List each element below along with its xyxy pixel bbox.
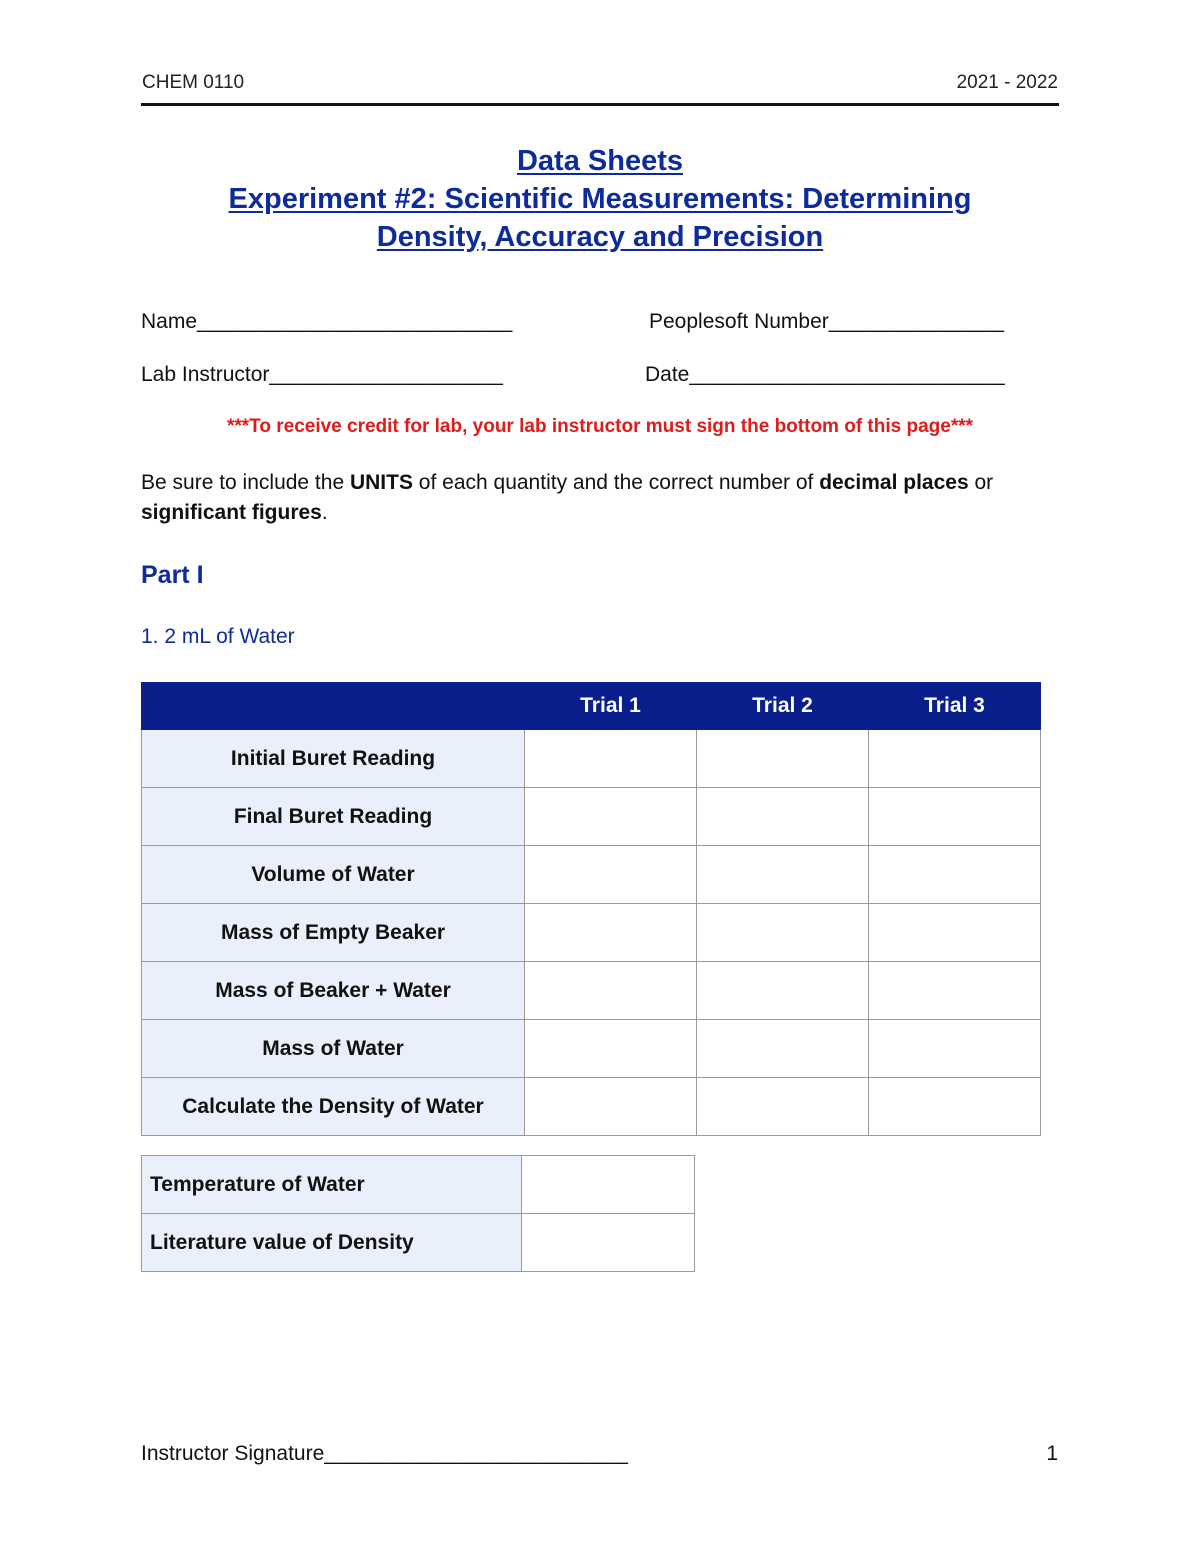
instr-bold-units: UNITS (349, 471, 413, 494)
entry-cell[interactable] (525, 730, 697, 788)
instr-text-2: of each quantity and the correct number of (412, 471, 820, 494)
table-row (142, 904, 1041, 962)
table-row (142, 730, 1041, 788)
table-row (142, 788, 1041, 846)
page-number: 1 (1046, 1442, 1058, 1465)
measurements-table (141, 682, 1041, 1136)
row-label: Calculate the Density of Water (142, 1078, 525, 1136)
entry-cell[interactable] (522, 1156, 695, 1214)
page-title (141, 142, 1059, 256)
lab-instructor-field[interactable]: Lab Instructor____________________ (141, 363, 503, 386)
entry-cell[interactable] (869, 1020, 1041, 1078)
row-label: Initial Buret Reading (142, 730, 525, 788)
entry-cell[interactable] (525, 904, 697, 962)
table-header-row (142, 683, 1041, 730)
row-label: Literature value of Density (142, 1214, 522, 1272)
header-rule (141, 103, 1059, 106)
part-heading: Part I (141, 561, 204, 589)
date-field[interactable]: Date___________________________ (645, 363, 1005, 386)
table-row (142, 846, 1041, 904)
peoplesoft-field[interactable]: Peoplesoft Number_______________ (649, 310, 1004, 333)
instr-text-4: . (321, 501, 328, 524)
row-label: Volume of Water (142, 846, 525, 904)
instructor-signature-field[interactable]: Instructor Signature__________________________ (141, 1442, 628, 1465)
instructions (141, 468, 1041, 528)
row-label: Mass of Water (142, 1020, 525, 1078)
table-row (142, 962, 1041, 1020)
entry-cell[interactable] (697, 962, 869, 1020)
credit-note: ***To receive credit for lab, your lab instructor must sign the bottom of this page*** (226, 416, 974, 437)
header-trial-2: Trial 2 (697, 683, 869, 730)
instr-text-3: or (968, 471, 994, 494)
row-label: Final Buret Reading (142, 788, 525, 846)
entry-cell[interactable] (525, 788, 697, 846)
entry-cell[interactable] (697, 730, 869, 788)
academic-year: 2021 - 2022 (956, 72, 1058, 93)
entry-cell[interactable] (525, 1078, 697, 1136)
row-label: Mass of Beaker + Water (142, 962, 525, 1020)
instr-bold-sigfigs: significant figures (141, 501, 322, 524)
table-row (142, 1078, 1041, 1136)
entry-cell[interactable] (697, 846, 869, 904)
header-cell (142, 683, 525, 730)
table-row (142, 1156, 695, 1214)
entry-cell[interactable] (522, 1214, 695, 1272)
name-field[interactable]: Name___________________________ (141, 310, 513, 333)
entry-cell[interactable] (525, 1020, 697, 1078)
entry-cell[interactable] (697, 1020, 869, 1078)
table-row (142, 1214, 695, 1272)
entry-cell[interactable] (525, 962, 697, 1020)
entry-cell[interactable] (697, 788, 869, 846)
entry-cell[interactable] (869, 904, 1041, 962)
entry-cell[interactable] (697, 1078, 869, 1136)
entry-cell[interactable] (869, 730, 1041, 788)
reference-table (141, 1155, 695, 1272)
entry-cell[interactable] (869, 1078, 1041, 1136)
entry-cell[interactable] (869, 962, 1041, 1020)
entry-cell[interactable] (525, 846, 697, 904)
row-label: Mass of Empty Beaker (142, 904, 525, 962)
title-line-1: Data Sheets (516, 145, 683, 177)
row-label: Temperature of Water (142, 1156, 522, 1214)
course-code: CHEM 0110 (142, 72, 245, 93)
header-trial-3: Trial 3 (869, 683, 1041, 730)
entry-cell[interactable] (869, 846, 1041, 904)
header-trial-1: Trial 1 (525, 683, 697, 730)
table-row (142, 1020, 1041, 1078)
entry-cell[interactable] (697, 904, 869, 962)
instr-text-1: Be sure to include the (141, 471, 350, 494)
title-line-3: Density, Accuracy and Precision (376, 221, 824, 253)
item-heading: 1. 2 mL of Water (141, 625, 295, 648)
instr-bold-decimal: decimal places (819, 471, 969, 494)
title-line-2: Experiment #2: Scientific Measurements: Determining (228, 183, 972, 215)
entry-cell[interactable] (869, 788, 1041, 846)
